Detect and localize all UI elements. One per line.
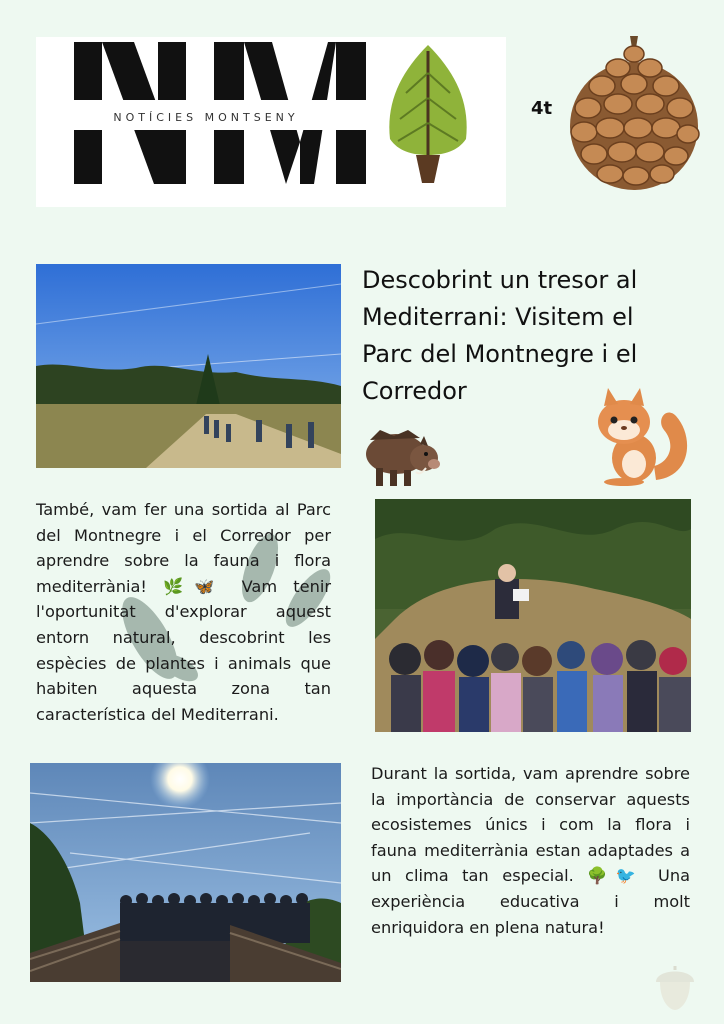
photo-park-meadow — [36, 264, 341, 468]
boar-icon — [360, 420, 440, 490]
masthead-subtitle: NOTÍCIES MONTSENY — [113, 111, 299, 124]
photo-viewpoint-sky — [30, 763, 341, 982]
article-paragraph-1: També, vam fer una sortida al Parc del Montnegre i el Corredor per aprendre sobre la fauna i flora mediterrània! 🌿🦋 Vam tenir l'oportunitat d'explorar aquest entorn natural, descobrint les espècies de plantes i animals que habiten aquesta zona tan característica del Mediterrani. — [36, 500, 331, 724]
title-line: Parc del Montnegre i el — [362, 340, 638, 368]
title-line: Descobrint un tresor al — [362, 266, 638, 294]
title-line: Corredor — [362, 377, 467, 405]
article-paragraph-2: Durant la sortida, vam aprendre sobre la importància de conservar aquests ecosistemes únics i com la flora i fauna mediterrània estan adaptades a un clima tan especial. 🌳🐦 Una experiència educativa i molt enriquidora en plena natura! — [371, 764, 690, 937]
title-line: Mediterrani: Visitem el — [362, 303, 634, 331]
squirrel-icon — [594, 386, 692, 486]
leaf-tree-logo-icon — [386, 43, 470, 183]
acorn-icon — [652, 962, 698, 1012]
masthead-logo — [36, 37, 506, 207]
pinecone-icon — [566, 34, 702, 192]
grade-label: 4t — [531, 98, 553, 119]
photo-forest-group — [375, 499, 691, 732]
